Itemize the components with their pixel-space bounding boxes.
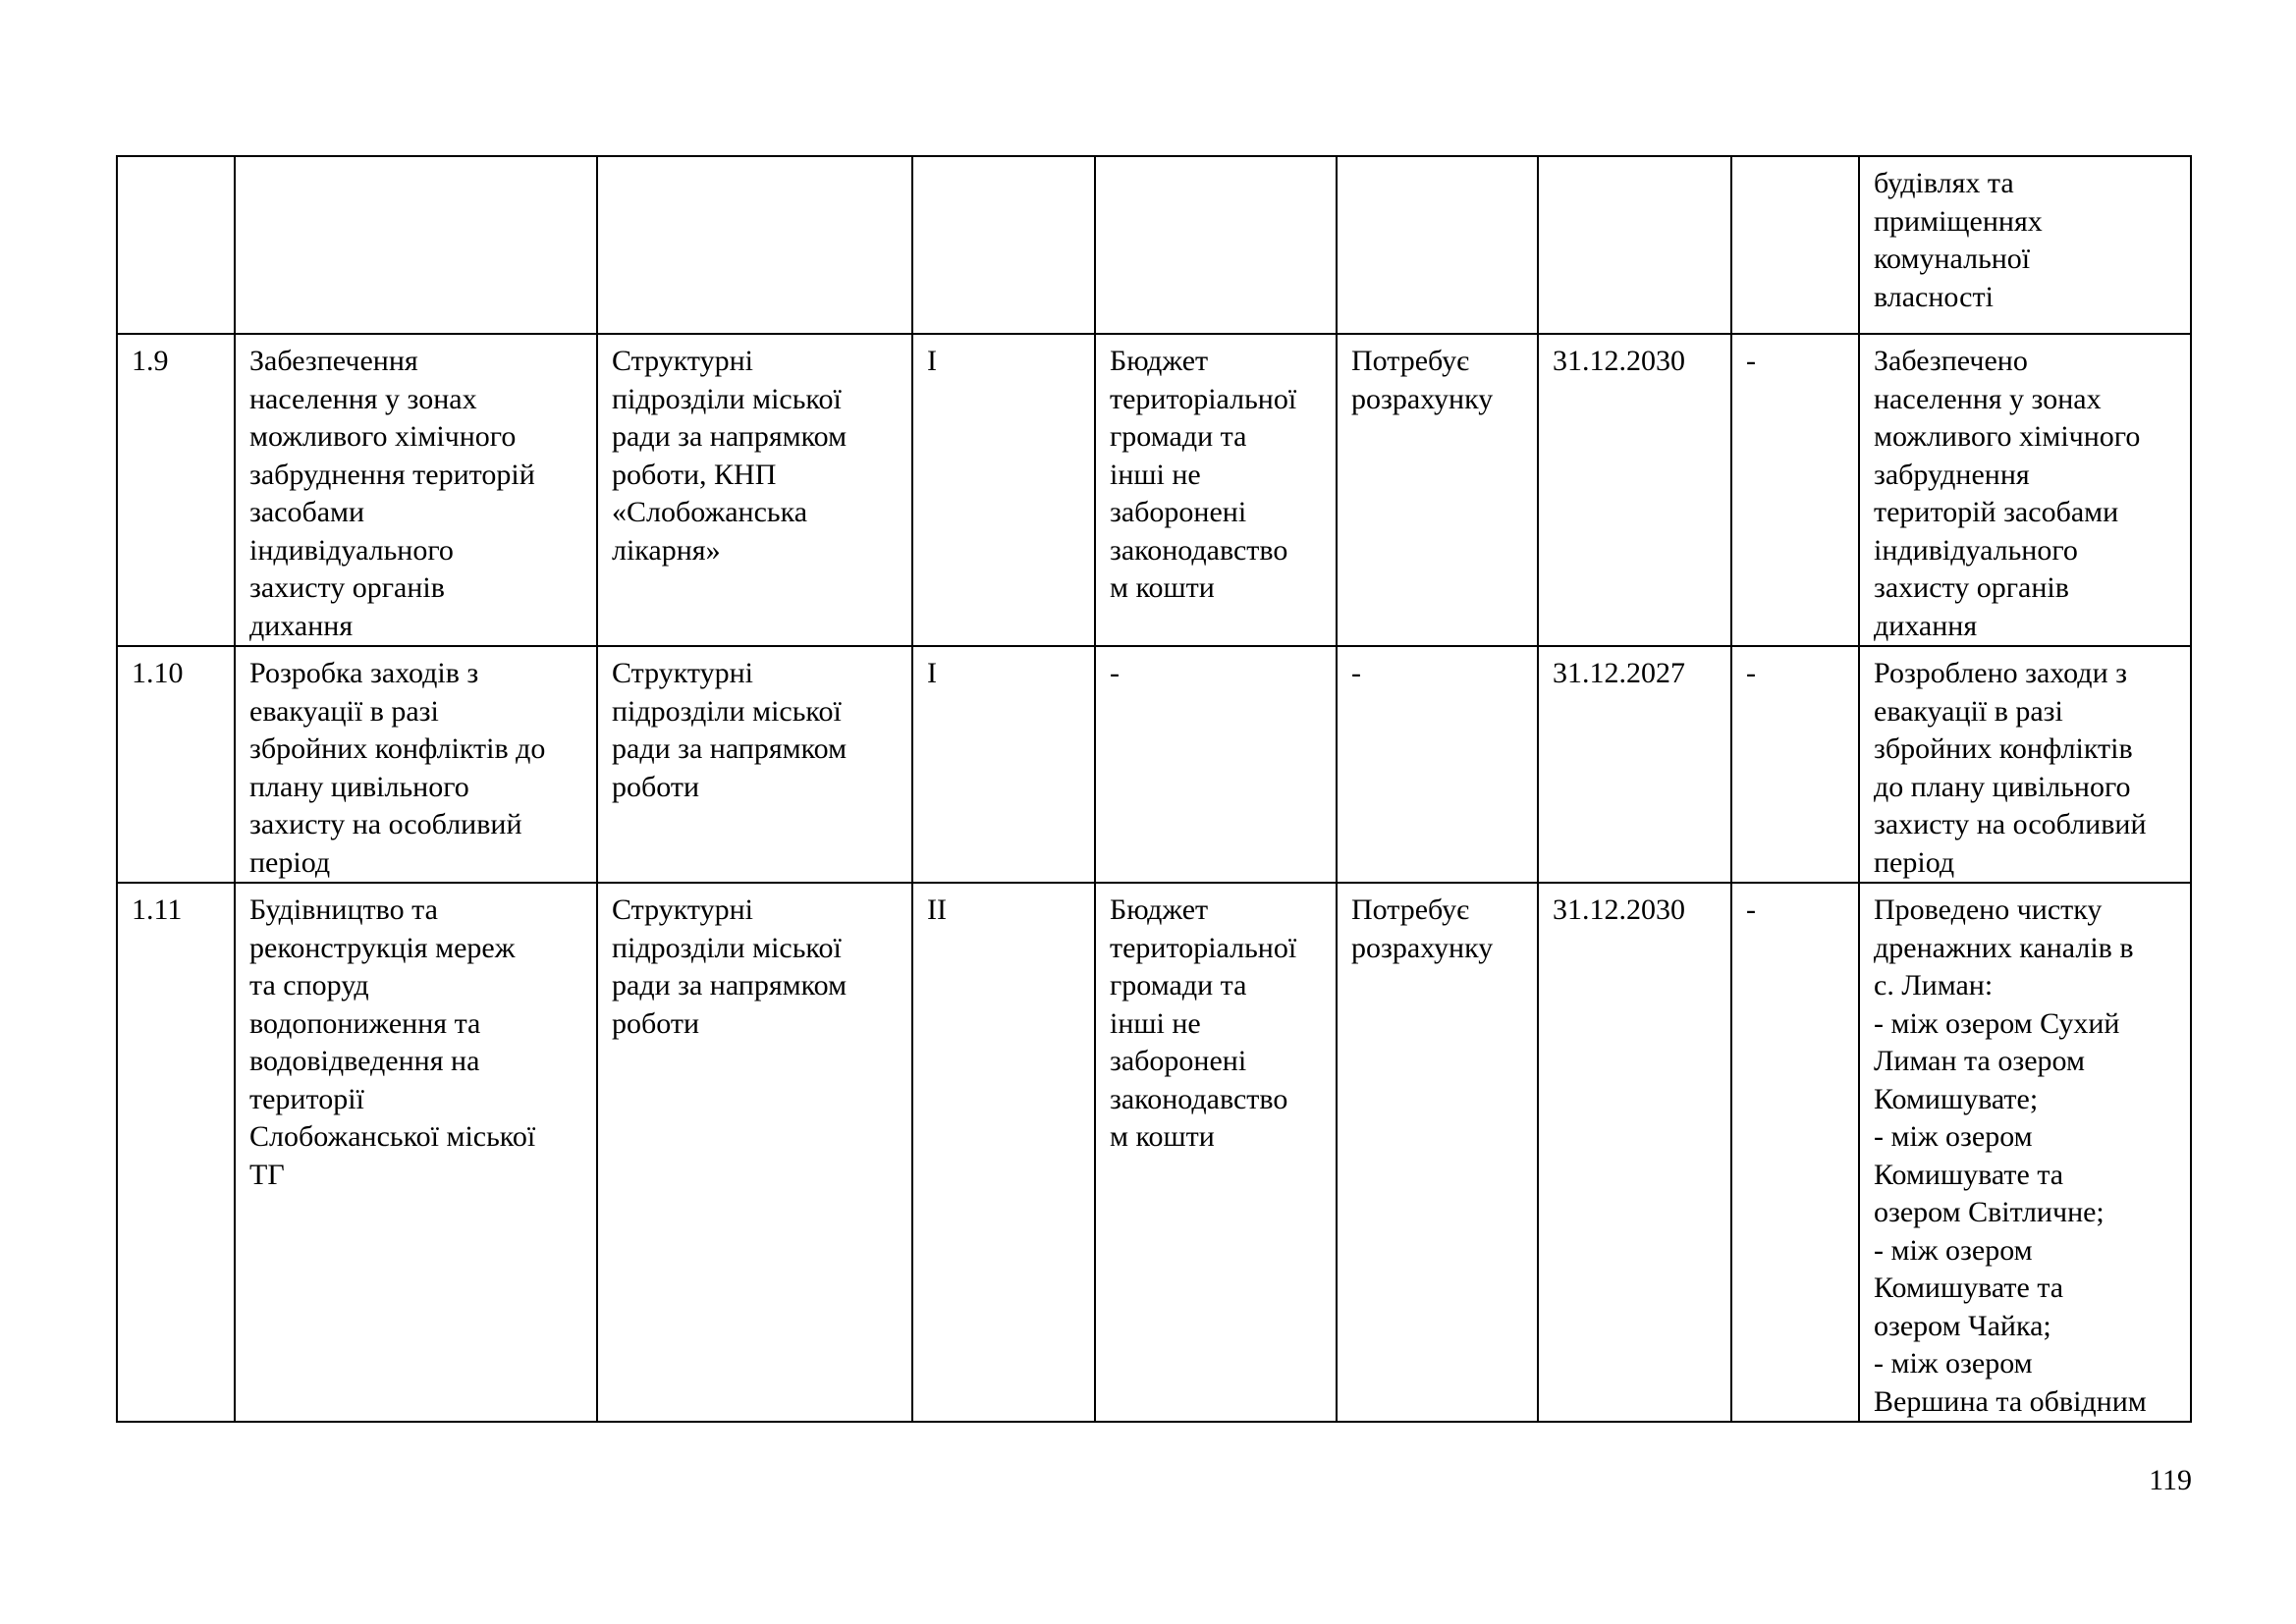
cell-text-line: територіальної <box>1110 931 1297 964</box>
cell-text-line: розрахунку <box>1351 931 1494 964</box>
cell-indicator <box>1731 156 1859 334</box>
cell-budget <box>1337 156 1538 334</box>
cell-text-line: ради за напрямком <box>612 420 847 453</box>
cell-text-line: дихання <box>249 609 354 642</box>
cell-text-line: заборонені <box>1110 496 1247 528</box>
cell-text-line: збройних конфліктів до <box>249 732 546 765</box>
cell-deadline <box>1538 883 1731 1422</box>
cell-text-line: Слобожанської міської <box>249 1120 536 1153</box>
table-row <box>117 334 2191 646</box>
cell-text-line: лікарня» <box>612 533 721 567</box>
cell-text-line: Лиман та озером <box>1874 1045 2085 1077</box>
cell-text-line: підрозділи міської <box>612 382 842 415</box>
cell-text-line: населення у зонах <box>249 382 477 415</box>
cell-text-line: захисту органів <box>249 571 445 604</box>
cell-text-line: території <box>249 1082 364 1115</box>
cell-indicator <box>1731 334 1859 646</box>
cell-text-line: - між озером Сухий <box>1874 1006 2120 1040</box>
cell-text-line: територій засобами <box>1874 496 2119 528</box>
cell-text-line: м кошти <box>1110 1120 1215 1153</box>
cell-text: 31.12.2027 <box>1553 657 1685 689</box>
cell-text-line: - між озером <box>1874 1120 2033 1153</box>
cell-text-line: законодавство <box>1110 1082 1288 1115</box>
cell-text-line: підрозділи міської <box>612 694 842 728</box>
cell-text-line: - між озером <box>1874 1347 2033 1380</box>
cell-text-line: роботи <box>612 770 700 803</box>
cell-text-line: плану цивільного <box>249 770 469 803</box>
page-number: 119 <box>2149 1464 2192 1496</box>
cell-text-line: Розроблено заходи з <box>1874 657 2127 689</box>
cell-text-line: забруднення територій <box>249 458 535 491</box>
cell-text: I <box>927 657 937 689</box>
cell-text-line: - між озером <box>1874 1233 2033 1267</box>
cell-text: - <box>1746 345 1756 377</box>
cell-priority <box>912 334 1095 646</box>
cell-text-line: евакуації в разі <box>1874 694 2063 728</box>
cell-text-line: озером Чайка; <box>1874 1309 2051 1342</box>
cell-text-line: ТГ <box>249 1158 285 1191</box>
cell-priority <box>912 156 1095 334</box>
cell-text-line: період <box>1874 845 1955 879</box>
cell-text-line: - <box>1351 657 1361 689</box>
cell-text-line: Бюджет <box>1110 893 1209 926</box>
cell-text-line: громади та <box>1110 969 1247 1001</box>
cell-measure <box>235 156 597 334</box>
cell-text: - <box>1746 657 1756 689</box>
cell-deadline <box>1538 156 1731 334</box>
cell-measure <box>235 883 597 1422</box>
cell-text-line: захисту на особливий <box>249 808 522 840</box>
cell-text-line: до плану цивільного <box>1874 770 2131 803</box>
cell-deadline <box>1538 334 1731 646</box>
cell-text-line: Вершина та обвідним <box>1874 1384 2147 1418</box>
cell-executors <box>597 883 912 1422</box>
cell-text-line: засобами <box>249 496 365 528</box>
cell-text-line: індивідуального <box>1874 533 2078 567</box>
cell-text-line: ради за напрямком <box>612 969 847 1001</box>
cell-text: 31.12.2030 <box>1553 893 1685 926</box>
cell-text-line: Потребує <box>1351 893 1470 926</box>
cell-text-line: забруднення <box>1874 458 2030 491</box>
cell-text: II <box>927 893 947 926</box>
cell-text-line: водопониження та <box>249 1006 481 1040</box>
cell-text-line: Бюджет <box>1110 345 1209 377</box>
cell-budget <box>1337 646 1538 883</box>
cell-text-line: роботи <box>612 1006 700 1040</box>
cell-indicator <box>1731 646 1859 883</box>
cell-text-line: власності <box>1874 280 1994 313</box>
cell-text-line: ради за напрямком <box>612 732 847 765</box>
cell-executors <box>597 646 912 883</box>
cell-expected-result <box>1859 883 2191 1422</box>
cell-number <box>117 883 235 1422</box>
cell-funding-source <box>1095 883 1337 1422</box>
cell-text-line: заборонені <box>1110 1045 1247 1077</box>
program-measures-table <box>116 155 2192 1423</box>
cell-text-line: дренажних каналів в <box>1874 931 2134 964</box>
cell-text-line: евакуації в разі <box>249 694 439 728</box>
cell-text-line: - <box>1110 657 1120 689</box>
cell-text-line: реконструкція мереж <box>249 931 516 964</box>
cell-text-line: Забезпечення <box>249 345 418 377</box>
cell-expected-result <box>1859 156 2191 334</box>
cell-text-line: населення у зонах <box>1874 382 2102 415</box>
cell-text-line: Структурні <box>612 893 753 926</box>
cell-text-line: роботи, КНП <box>612 458 777 491</box>
cell-text-line: будівлях та <box>1874 167 2014 199</box>
cell-text-line: водовідведення на <box>249 1045 480 1077</box>
cell-text-line: громади та <box>1110 420 1247 453</box>
cell-text: - <box>1746 893 1756 926</box>
table-row <box>117 646 2191 883</box>
cell-text-line: с. Лиман: <box>1874 969 1994 1001</box>
cell-expected-result <box>1859 646 2191 883</box>
cell-text: 31.12.2030 <box>1553 345 1685 377</box>
cell-text-line: підрозділи міської <box>612 931 842 964</box>
cell-funding-source <box>1095 646 1337 883</box>
cell-text-line: період <box>249 845 331 879</box>
cell-budget <box>1337 883 1538 1422</box>
cell-text-line: та споруд <box>249 969 369 1001</box>
cell-text-line: Забезпечено <box>1874 345 2028 377</box>
table-row <box>117 883 2191 1422</box>
cell-funding-source <box>1095 334 1337 646</box>
table-row <box>117 156 2191 334</box>
cell-text-line: Комишувате та <box>1874 1272 2064 1304</box>
cell-expected-result <box>1859 334 2191 646</box>
cell-text-line: захисту органів <box>1874 571 2069 604</box>
cell-text: 1.10 <box>132 657 184 689</box>
cell-text-line: приміщеннях <box>1874 204 2043 238</box>
cell-text: 1.11 <box>132 893 183 926</box>
cell-text-line: Проведено чистку <box>1874 893 2103 926</box>
cell-measure <box>235 646 597 883</box>
cell-text-line: Комишувате; <box>1874 1082 2039 1115</box>
cell-text-line: інші не <box>1110 458 1201 491</box>
cell-text-line: Структурні <box>612 345 753 377</box>
cell-measure <box>235 334 597 646</box>
cell-indicator <box>1731 883 1859 1422</box>
cell-text-line: Розробка заходів з <box>249 657 479 689</box>
cell-text-line: «Слобожанська <box>612 496 808 528</box>
cell-funding-source <box>1095 156 1337 334</box>
cell-executors <box>597 334 912 646</box>
cell-text-line: можливого хімічного <box>1874 420 2141 453</box>
cell-text-line: законодавство <box>1110 533 1288 567</box>
cell-text-line: Комишувате та <box>1874 1158 2064 1191</box>
cell-text-line: індивідуального <box>249 533 454 567</box>
cell-text-line: Структурні <box>612 657 753 689</box>
cell-text-line: Будівництво та <box>249 893 438 926</box>
cell-number <box>117 334 235 646</box>
cell-text-line: можливого хімічного <box>249 420 517 453</box>
cell-text-line: Потребує <box>1351 345 1470 377</box>
cell-text: I <box>927 345 937 377</box>
cell-text-line: розрахунку <box>1351 382 1494 415</box>
cell-executors <box>597 156 912 334</box>
cell-priority <box>912 883 1095 1422</box>
cell-deadline <box>1538 646 1731 883</box>
cell-number <box>117 156 235 334</box>
cell-text-line: дихання <box>1874 609 1978 642</box>
cell-text-line: м кошти <box>1110 571 1215 604</box>
cell-text-line: комунальної <box>1874 243 2031 275</box>
cell-text-line: територіальної <box>1110 382 1297 415</box>
cell-text-line: збройних конфліктів <box>1874 732 2133 765</box>
cell-text-line: захисту на особливий <box>1874 808 2147 840</box>
cell-text-line: інші не <box>1110 1006 1201 1040</box>
cell-text: 1.9 <box>132 345 169 377</box>
cell-text-line: озером Світличне; <box>1874 1196 2105 1228</box>
cell-priority <box>912 646 1095 883</box>
cell-number <box>117 646 235 883</box>
cell-budget <box>1337 334 1538 646</box>
